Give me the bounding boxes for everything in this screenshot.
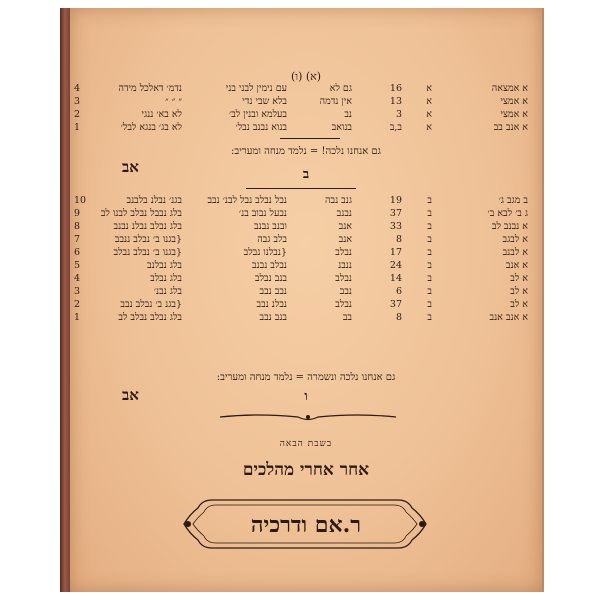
table-row [70,311,542,324]
page-marker: (ו) (א) [290,70,322,83]
table-cell: ב,ב [389,122,402,133]
table-cell: 6 [395,286,402,297]
table-cell: לא בא׳ ננגי [141,109,182,120]
section-number: ב [302,167,310,182]
table-cell: עם נימין לבני בני [225,83,287,94]
table-cell: 10 [74,195,87,206]
table-cell: 16 [389,83,402,94]
section-heading: גם אנחנו נלכה ונשמרה = נלמד מנחה ומעריב: [216,372,396,383]
table-cell: 8 [395,234,402,245]
table-cell: בנב נבלב [255,273,287,284]
table-cell: אנב [338,221,352,232]
table-cell: ב מגב ג׳ [498,195,528,206]
table-cell: {בגנו ב׳ נבלב נבלב [113,247,182,258]
table-cell: {בגנו ב׳ נבלב ננבב [114,234,182,245]
table-cell: ״ ״ ״ [165,96,182,107]
table-row [70,207,542,220]
table-cell: 6 [74,247,81,258]
table-cell: א לבגב [502,234,528,245]
table-cell: א אנב [505,260,528,271]
section-rule [246,188,356,189]
table-cell: א לב [510,299,528,310]
table-row [70,194,542,207]
table-cell: ב [427,221,432,232]
title-line: אחר אחרי מהלכים [242,460,370,480]
table-cell: 24 [389,260,402,271]
table-cell: ננבנ [338,260,352,271]
table-cell: נב [344,109,352,120]
table-cell: בלב גבה [257,234,287,245]
table-row [70,259,542,272]
table-cell: אנב [338,234,352,245]
table-row [70,82,542,95]
table-cell: א לב [510,286,528,297]
table-cell: ובנב נבנב [253,221,287,232]
table-cell: בלג נבבל נבלב לבנו לב [100,208,182,219]
table-cell: גנב נבה [325,195,352,206]
table-row [70,121,542,134]
table-cell: אין נדמה [319,96,352,107]
table-cell: בב [342,312,352,323]
table-row [70,108,542,121]
table-cell: ב [427,299,432,310]
table-cell: 1 [74,122,81,133]
table-row [70,220,542,233]
table-cell: ב [427,247,432,258]
table-cell: א [426,109,432,120]
table-cell: ב [427,208,432,219]
table-cell: ג ב׳ לבא ב׳ [487,208,528,219]
table-cell: בלג נבלב נבלנ נבנב [113,221,182,232]
table-cell: 2 [74,109,81,120]
side-label: אב [122,158,139,176]
sub-title: בשבת הבאה [279,439,333,449]
table-cell: 4 [74,273,81,284]
table-cell: 3 [74,286,81,297]
table-cell: נבב [339,286,352,297]
table-row [70,95,542,108]
table-cell: א אמצאה [491,83,528,94]
side-label: אב [122,386,139,404]
table-cell: לא בג׳ בנגא לבל׳ [120,122,182,133]
table-row [70,272,542,285]
table-cell: נדמ׳ דאלכל מידה [118,83,182,94]
table-cell: ב [427,286,432,297]
table-cell: {בגנ ב׳ נבלב נבב [120,299,182,310]
table-cell: א אנב אנב [489,312,528,323]
table-cell: נבל נבלב נבל לבנ׳ נבב [207,195,287,206]
table-row [70,233,542,246]
table-cell: א [426,96,432,107]
table-cell: נבלב [335,273,352,284]
table-cell: נבלנ נבב [256,299,287,310]
table-cell: ב [427,273,432,284]
table-cell: 14 [389,273,402,284]
table-cell: ב [427,195,432,206]
table-cell: 3 [74,96,81,107]
table-row [70,246,542,259]
section-heading: גם אנחנו נלכה! = נלמד מנחה ומעריב: [231,146,381,157]
main-title: ר.אם ודרכיה [250,512,362,538]
table-cell: א אמצי [500,96,528,107]
table-cell: א נבנב לב [491,221,528,232]
table-cell: נבנב [336,208,352,219]
divider-rule [280,138,340,139]
table-cell: 19 [389,195,402,206]
top-table [70,82,542,134]
table-cell: 8 [395,312,402,323]
table-cell: גם לא [329,83,352,94]
table-cell: 4 [74,83,81,94]
table-cell: 2 [74,299,81,310]
table-row [70,285,542,298]
book-page [70,8,542,592]
ornament-flourish [218,410,398,424]
table-cell: 8 [74,221,81,232]
table-cell: {נבלנו נבלב [243,247,287,258]
table-cell: א אנב בב [493,122,528,133]
table-row [70,298,542,311]
table-cell: בלג נבלנב [147,260,182,271]
table-cell: בלג נבלב [150,273,182,284]
table-cell: 17 [389,247,402,258]
table-cell: נבלב [335,247,352,258]
table-cell: א לבנב [502,247,528,258]
table-cell: בלא שבי נדי [242,96,287,107]
table-cell: בלג נבנ׳ [153,286,182,297]
table-cell: בנב נבב [259,312,287,323]
table-cell: א אמצי [500,109,528,120]
table-cell: בגנ׳ נבלנ בלבנב [126,195,182,206]
table-cell: 37 [389,208,402,219]
table-cell: 13 [389,96,402,107]
table-cell: ב [427,312,432,323]
table-cell: נבעל נבוב בנ׳ [238,208,287,219]
table-cell: 37 [389,299,402,310]
table-cell: א [426,122,432,133]
table-cell: 3 [395,109,402,120]
table-cell: בנוא נבנב נבל׳ [235,122,287,133]
table-cell: נבב נבב [259,286,287,297]
table-cell: 7 [74,234,81,245]
table-cell: ב [427,234,432,245]
table-cell: 9 [74,208,81,219]
section-number: ו [304,389,308,404]
table-cell: א [426,83,432,94]
section-table [70,194,542,324]
table-cell: נבלב [335,299,352,310]
table-cell: בלג נבלב נבלב לב [118,312,182,323]
table-cell: בנואב [331,122,352,133]
table-cell: 1 [74,312,81,323]
table-cell: בעלמא ובנין לב׳ [229,109,287,120]
table-cell: ב [427,260,432,271]
table-cell: 5 [74,260,81,271]
table-cell: א לב [510,273,528,284]
table-cell: נבלב נבנב [251,260,287,271]
table-cell: 33 [389,221,402,232]
